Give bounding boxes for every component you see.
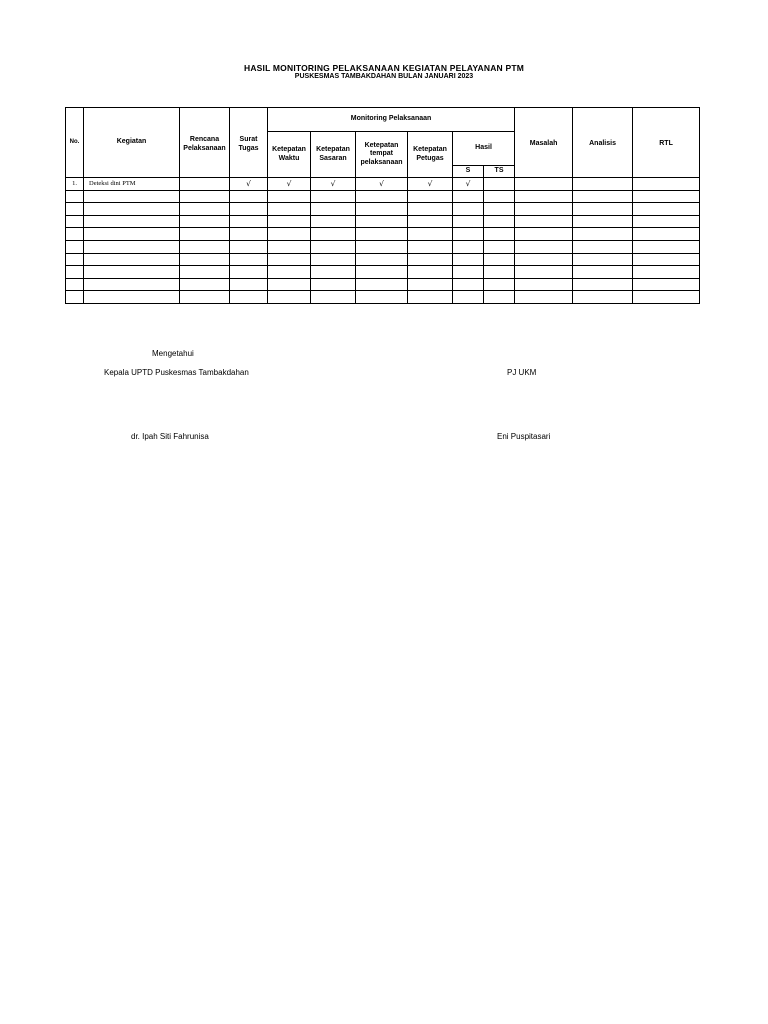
cell-rtl [633,203,700,216]
cell-masalah [515,215,573,228]
cell-surat [230,253,268,266]
cell-tempat [356,278,408,291]
cell-sasaran [311,240,356,253]
cell-petugas [408,215,453,228]
cell-ts [484,278,515,291]
table-row [66,266,700,279]
cell-sasaran [311,291,356,304]
cell-petugas [408,203,453,216]
cell-masalah [515,203,573,216]
cell-sasaran [311,228,356,241]
cell-waktu [268,291,311,304]
cell-tempat: √ [356,178,408,191]
cell-rtl [633,278,700,291]
cell-waktu [268,240,311,253]
header-rtl: RTL [633,108,700,178]
cell-kegiatan [84,203,180,216]
cell-surat: √ [230,178,268,191]
table-row [66,228,700,241]
cell-masalah [515,228,573,241]
cell-s [453,203,484,216]
table-row [66,215,700,228]
cell-rencana [180,240,230,253]
cell-kegiatan [84,240,180,253]
table-row [66,190,700,203]
right-signatory-title: PJ UKM [507,368,537,377]
cell-petugas [408,240,453,253]
cell-kegiatan [84,278,180,291]
cell-rencana [180,215,230,228]
cell-petugas [408,266,453,279]
header-surat: Surat Tugas [230,108,268,178]
cell-analisis [573,278,633,291]
cell-ts [484,266,515,279]
cell-petugas [408,190,453,203]
cell-analisis [573,178,633,191]
cell-analisis [573,291,633,304]
cell-sasaran [311,203,356,216]
left-signatory-title: Kepala UPTD Puskesmas Tambakdahan [104,368,249,377]
cell-tempat [356,190,408,203]
cell-rencana [180,278,230,291]
mengetahui-label: Mengetahui [152,349,194,358]
cell-s [453,253,484,266]
cell-s [453,266,484,279]
cell-surat [230,266,268,279]
cell-s [453,228,484,241]
cell-rtl [633,253,700,266]
cell-no [66,190,84,203]
cell-tempat [356,266,408,279]
monitoring-table [65,107,700,304]
cell-waktu [268,215,311,228]
header-rencana: Rencana Pelaksanaan [180,108,230,178]
cell-analisis [573,190,633,203]
cell-rtl [633,240,700,253]
cell-sasaran [311,190,356,203]
cell-waktu [268,228,311,241]
cell-petugas [408,228,453,241]
cell-rencana [180,190,230,203]
cell-masalah [515,253,573,266]
cell-rtl [633,228,700,241]
cell-rtl [633,190,700,203]
cell-analisis [573,240,633,253]
cell-petugas [408,278,453,291]
header-s: S [453,166,484,178]
cell-surat [230,215,268,228]
cell-analisis [573,228,633,241]
header-sasaran: Ketepatan Sasaran [311,132,356,178]
cell-no [66,203,84,216]
cell-waktu [268,203,311,216]
cell-petugas [408,291,453,304]
header-monitoring: Monitoring Pelaksanaan [268,108,515,132]
cell-tempat [356,228,408,241]
table-row [66,278,700,291]
header-petugas: Ketepatan Petugas [408,132,453,178]
cell-waktu: √ [268,178,311,191]
cell-tempat [356,253,408,266]
header-no: No. [66,108,84,178]
cell-waktu [268,278,311,291]
cell-no [66,266,84,279]
cell-rencana [180,253,230,266]
cell-tempat [356,240,408,253]
right-signatory-name: Eni Puspitasari [497,432,551,441]
cell-rencana [180,228,230,241]
cell-no [66,228,84,241]
cell-sasaran [311,266,356,279]
cell-rencana [180,266,230,279]
cell-rtl [633,266,700,279]
header-masalah: Masalah [515,108,573,178]
cell-s: √ [453,178,484,191]
cell-no [66,240,84,253]
cell-s [453,291,484,304]
cell-rencana [180,291,230,304]
cell-sasaran [311,278,356,291]
cell-ts [484,215,515,228]
cell-no [66,215,84,228]
cell-analisis [573,266,633,279]
cell-surat [230,278,268,291]
cell-s [453,278,484,291]
cell-kegiatan [84,228,180,241]
table-row [66,203,700,216]
cell-analisis [573,253,633,266]
cell-kegiatan [84,215,180,228]
table-row [66,253,700,266]
header-waktu: Ketepatan Waktu [268,132,311,178]
cell-surat [230,240,268,253]
cell-petugas: √ [408,178,453,191]
cell-masalah [515,291,573,304]
left-signatory-name: dr. Ipah Siti Fahrunisa [131,432,209,441]
cell-no [66,278,84,291]
cell-sasaran: √ [311,178,356,191]
cell-no [66,253,84,266]
cell-rencana [180,178,230,191]
cell-tempat [356,203,408,216]
cell-kegiatan [84,266,180,279]
cell-analisis [573,215,633,228]
table-row [66,178,700,191]
page-title: HASIL MONITORING PELAKSANAAN KEGIATAN PELAYANAN PTM [243,63,525,73]
cell-waktu [268,190,311,203]
cell-ts [484,228,515,241]
cell-rtl [633,215,700,228]
cell-no: 1. [66,178,84,191]
cell-masalah [515,178,573,191]
cell-masalah [515,240,573,253]
cell-surat [230,228,268,241]
cell-no [66,291,84,304]
cell-masalah [515,278,573,291]
cell-tempat [356,215,408,228]
cell-ts [484,253,515,266]
table-row [66,291,700,304]
cell-analisis [573,203,633,216]
cell-masalah [515,190,573,203]
cell-waktu [268,253,311,266]
cell-surat [230,190,268,203]
table-row [66,240,700,253]
cell-ts [484,190,515,203]
header-kegiatan: Kegiatan [84,108,180,178]
cell-waktu [268,266,311,279]
header-ts: TS [484,166,515,178]
cell-ts [484,291,515,304]
cell-s [453,215,484,228]
cell-ts [484,240,515,253]
cell-kegiatan: Deteksi dini PTM [84,178,180,191]
cell-sasaran [311,215,356,228]
cell-sasaran [311,253,356,266]
cell-kegiatan [84,253,180,266]
page-subtitle: PUSKESMAS TAMBAKDAHAN BULAN JANUARI 2023 [294,73,474,80]
cell-surat [230,203,268,216]
cell-rtl [633,178,700,191]
cell-kegiatan [84,291,180,304]
cell-rencana [180,203,230,216]
header-hasil: Hasil [453,132,515,166]
cell-tempat [356,291,408,304]
cell-surat [230,291,268,304]
cell-ts [484,203,515,216]
cell-s [453,240,484,253]
cell-ts [484,178,515,191]
cell-petugas [408,253,453,266]
header-analisis: Analisis [573,108,633,178]
cell-s [453,190,484,203]
cell-rtl [633,291,700,304]
cell-kegiatan [84,190,180,203]
cell-masalah [515,266,573,279]
header-tempat: Ketepatan tempat pelaksanaan [356,132,408,178]
